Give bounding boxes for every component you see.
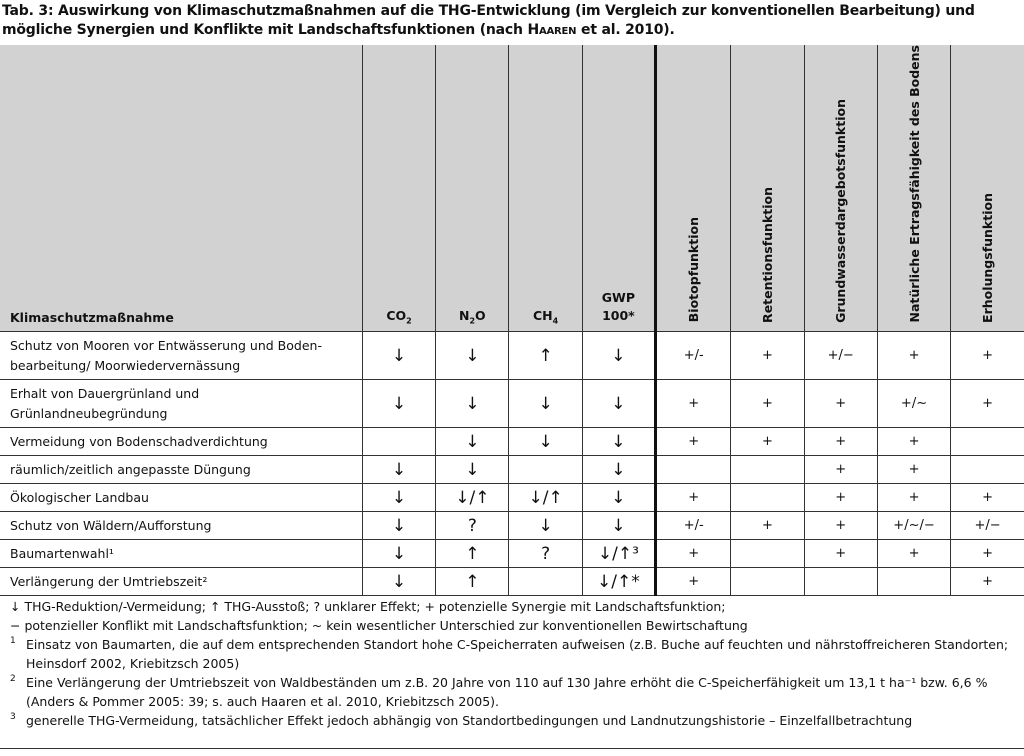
table-row xyxy=(0,512,1024,540)
table-row xyxy=(0,428,1024,456)
footnote-number: 2 xyxy=(10,674,16,684)
co2-cell: ↓ xyxy=(362,512,435,540)
groundwater-cell: +/− xyxy=(804,332,877,380)
soil-yield-cell xyxy=(877,568,950,596)
caption-prefix: Tab. 3: Auswirkung von Klimaschutzmaßnahmen auf die THG-Entwicklung (im Vergleich zur konventionellen Bearbeitung) und mögliche Synergien und Konflikte mit Landschaftsfunktionen (nach xyxy=(2,3,975,38)
legend-line-2: − potenzieller Konflikt mit Landschaftsfunktion; ~ kein wesentlicher Unterschied zur konventionellen Bewirtschaftung xyxy=(10,618,748,633)
header-co2: $CO_2$ xyxy=(362,45,435,332)
legend-line-1: ↓ THG-Reduktion/-Vermeidung; ↑ THG-Ausstoß; ? unklarer Effekt; + potenzielle Synergie mit Landschaftsfunktion; xyxy=(10,599,726,614)
biotope-cell: + xyxy=(656,568,731,596)
header-biotope-function: Biotopfunktion xyxy=(656,45,731,332)
measure-name: Baumartenwahl¹ xyxy=(0,540,362,568)
header-groundwater-function: Grundwasserdargebotsfunktion xyxy=(804,45,877,332)
groundwater-cell: + xyxy=(804,380,877,428)
gwp-cell: ↓ xyxy=(582,332,655,380)
footnote-number: 3 xyxy=(10,712,16,722)
biotope-cell: + xyxy=(656,380,731,428)
footnote-text: generelle THG-Vermeidung, tatsächlicher Effekt jedoch abhängig von Standortbedingungen und Landnutzungshistorie – Einzelfallbetrachtung xyxy=(26,713,913,728)
footnote-3 xyxy=(10,711,1018,730)
retention-cell xyxy=(731,540,804,568)
n2o-cell: ↓ xyxy=(436,332,509,380)
n2o-cell: ↑ xyxy=(436,568,509,596)
groundwater-cell: + xyxy=(804,456,877,484)
measure-name: Verlängerung der Umtriebszeit² xyxy=(0,568,362,596)
caption-suffix: et al. 2010). xyxy=(576,22,675,38)
ch4-cell: ↓ xyxy=(509,428,582,456)
footnote-2 xyxy=(10,673,1018,711)
header-retention-function: Retentionsfunktion xyxy=(731,45,804,332)
n2o-cell: ↓/↑ xyxy=(436,484,509,512)
n2o-cell: ? xyxy=(436,512,509,540)
groundwater-cell: + xyxy=(804,540,877,568)
groundwater-cell: + xyxy=(804,484,877,512)
retention-cell: + xyxy=(731,428,804,456)
table-row xyxy=(0,540,1024,568)
retention-cell xyxy=(731,568,804,596)
ch4-cell: ↓/↑ xyxy=(509,484,582,512)
recreation-cell: + xyxy=(951,540,1024,568)
recreation-cell xyxy=(951,456,1024,484)
recreation-cell: + xyxy=(951,380,1024,428)
retention-cell: + xyxy=(731,380,804,428)
biotope-cell: + xyxy=(656,428,731,456)
header-ch4: $CH_4$ xyxy=(509,45,582,332)
ch4-cell: ↓ xyxy=(509,512,582,540)
header-recreation-function: Erholungsfunktion xyxy=(951,45,1024,332)
n2o-cell: ↓ xyxy=(436,380,509,428)
soil-yield-cell: + xyxy=(877,484,950,512)
table-row xyxy=(0,380,1024,428)
soil-yield-cell: + xyxy=(877,540,950,568)
recreation-cell: + xyxy=(951,332,1024,380)
header-gwp: GWP 100* xyxy=(582,45,655,332)
n2o-cell: ↑ xyxy=(436,540,509,568)
biotope-cell: + xyxy=(656,540,731,568)
ch4-cell: ↓ xyxy=(509,380,582,428)
footnote-number: 1 xyxy=(10,636,16,646)
measure-name: räumlich/zeitlich angepasste Düngung xyxy=(0,456,362,484)
soil-yield-cell: + xyxy=(877,428,950,456)
measure-name: Ökologischer Landbau xyxy=(0,484,362,512)
gwp-cell: ↓/↑* xyxy=(582,568,655,596)
header-n2o: $N_2O$ xyxy=(436,45,509,332)
n2o-cell: ↓ xyxy=(436,428,509,456)
gwp-cell: ↓ xyxy=(582,484,655,512)
header-measure: Klimaschutzmaßnahme xyxy=(0,45,362,332)
co2-cell: ↓ xyxy=(362,332,435,380)
table-row xyxy=(0,456,1024,484)
footnote-text: Einsatz von Baumarten, die auf dem entsprechenden Standort hohe C-Speicherraten aufweisen (z.B. Buche auf feuchten und nährstoffreicheren Standorten; Heinsdorf 2002, Kriebitzsch 2005) xyxy=(26,637,1009,671)
table-row xyxy=(0,484,1024,512)
ch4-cell: ? xyxy=(509,540,582,568)
biotope-cell: +/- xyxy=(656,332,731,380)
biotope-cell: + xyxy=(656,484,731,512)
co2-cell: ↓ xyxy=(362,456,435,484)
recreation-cell: +/− xyxy=(951,512,1024,540)
co2-cell xyxy=(362,428,435,456)
groundwater-cell xyxy=(804,568,877,596)
gwp-cell: ↓/↑³ xyxy=(582,540,655,568)
table-notes xyxy=(10,597,1018,730)
footnote-text: Eine Verlängerung der Umtriebszeit von Waldbeständen um z.B. 20 Jahre von 110 auf 130 Jahre erhöht die C-Speicherfähigkeit um 13,1 t ha⁻¹ bzw. 6,6 % (Anders & Pommer 2005: 39; s. auch Haaren et al. 2010, Kriebitzsch 2005). xyxy=(26,675,988,709)
gwp-cell: ↓ xyxy=(582,380,655,428)
gwp-cell: ↓ xyxy=(582,428,655,456)
recreation-cell: + xyxy=(951,484,1024,512)
ch4-cell xyxy=(509,456,582,484)
header-soil-yield-function: Natürliche Ertragsfähigkeit des Bodens xyxy=(877,45,950,332)
biotope-cell xyxy=(656,456,731,484)
header-row xyxy=(0,45,1024,332)
recreation-cell xyxy=(951,428,1024,456)
retention-cell: + xyxy=(731,332,804,380)
recreation-cell: + xyxy=(951,568,1024,596)
groundwater-cell: + xyxy=(804,428,877,456)
table-row xyxy=(0,332,1024,380)
groundwater-cell: + xyxy=(804,512,877,540)
co2-cell: ↓ xyxy=(362,484,435,512)
n2o-cell: ↓ xyxy=(436,456,509,484)
retention-cell xyxy=(731,484,804,512)
soil-yield-cell: +/~/− xyxy=(877,512,950,540)
effects-table xyxy=(0,45,1024,596)
measure-name: Vermeidung von Bodenschadverdichtung xyxy=(0,428,362,456)
gwp-cell: ↓ xyxy=(582,456,655,484)
footnote-1 xyxy=(10,635,1018,673)
ch4-cell: ↑ xyxy=(509,332,582,380)
soil-yield-cell: +/~ xyxy=(877,380,950,428)
co2-cell: ↓ xyxy=(362,568,435,596)
measure-name: Erhalt von Dauergrünland und Grünlandneubegründung xyxy=(0,380,362,428)
measure-name: Schutz von Wäldern/Aufforstung xyxy=(0,512,362,540)
bottom-rule xyxy=(0,748,1024,749)
co2-cell: ↓ xyxy=(362,540,435,568)
table-row xyxy=(0,568,1024,596)
retention-cell: + xyxy=(731,512,804,540)
soil-yield-cell: + xyxy=(877,332,950,380)
soil-yield-cell: + xyxy=(877,456,950,484)
measure-name: Schutz von Mooren vor Entwässerung und Bodenbearbeitung/ Moorwiedervernässung xyxy=(0,332,362,380)
gwp-cell: ↓ xyxy=(582,512,655,540)
caption-author: Haaren xyxy=(527,22,577,38)
ch4-cell xyxy=(509,568,582,596)
retention-cell xyxy=(731,456,804,484)
co2-cell: ↓ xyxy=(362,380,435,428)
biotope-cell: +/- xyxy=(656,512,731,540)
table-caption xyxy=(2,2,1020,40)
